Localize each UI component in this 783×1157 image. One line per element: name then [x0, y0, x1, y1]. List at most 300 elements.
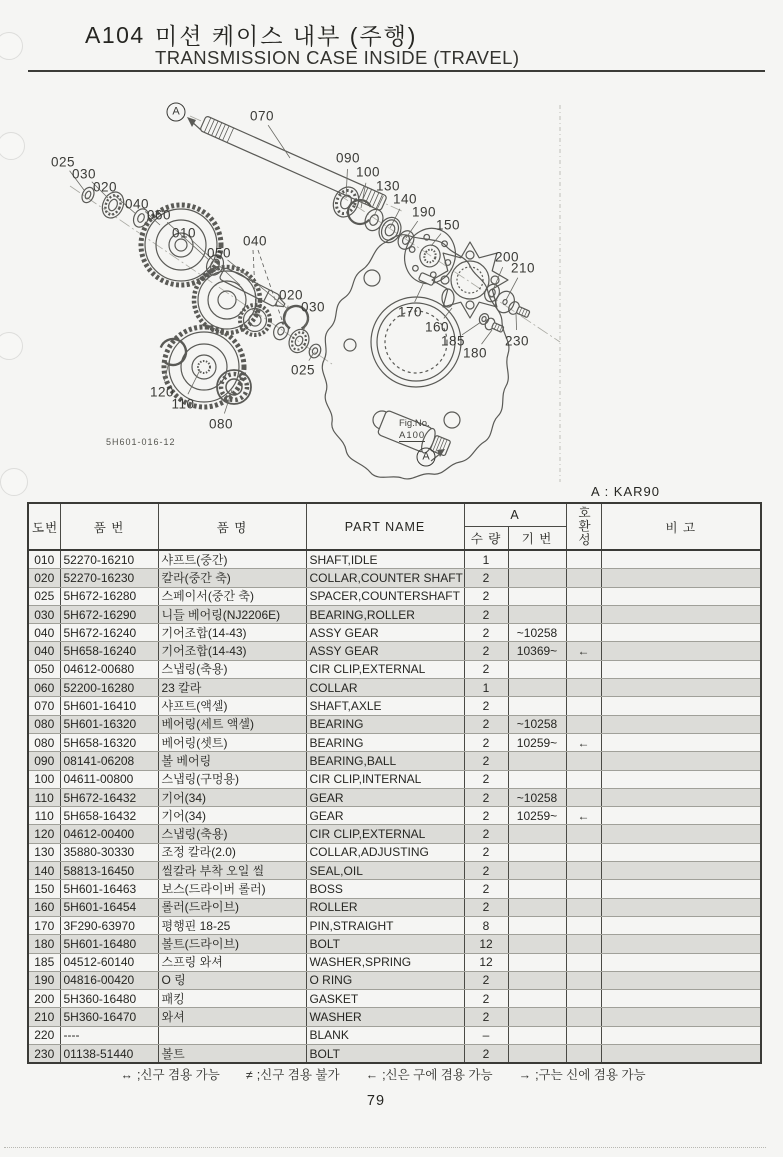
cell-qty: 2	[464, 642, 508, 660]
part-callout-140: 140	[392, 191, 418, 207]
column-header-part-no: 품 번	[60, 503, 158, 550]
cell-qty: 2	[464, 770, 508, 788]
table-row	[28, 1026, 761, 1044]
table-row	[28, 587, 761, 605]
cell-part-no: 04612-00680	[60, 660, 158, 678]
cell-remarks	[601, 569, 761, 587]
legend-symbol: ≠	[245, 1068, 253, 1082]
cell-compat	[566, 990, 601, 1008]
cell-compat	[566, 660, 601, 678]
part-callout-025: 025	[50, 154, 76, 170]
parts-table-body	[28, 550, 761, 1063]
cell-part-name: BEARING,ROLLER	[306, 605, 464, 623]
exploded-view-diagram	[0, 90, 783, 490]
model-note: A : KAR90	[591, 484, 660, 499]
cell-compat	[566, 587, 601, 605]
part-callout-120: 120	[149, 384, 175, 400]
cell-compat	[566, 788, 601, 806]
cell-name-ko: 조정 칼라(2.0)	[158, 843, 306, 861]
part-callout-060: 060	[146, 207, 172, 223]
cell-name-ko: 롤러(드라이브)	[158, 898, 306, 916]
cell-serial	[508, 770, 566, 788]
cell-name-ko: 샤프트(액셀)	[158, 697, 306, 715]
cell-serial	[508, 1045, 566, 1064]
cell-part-name: SHAFT,AXLE	[306, 697, 464, 715]
cell-no: 010	[28, 550, 60, 569]
part-callout-090: 090	[335, 150, 361, 166]
cell-qty: 2	[464, 990, 508, 1008]
cell-remarks	[601, 660, 761, 678]
cell-part-no: 5H601-16463	[60, 880, 158, 898]
cell-no: 185	[28, 953, 60, 971]
cell-compat	[566, 550, 601, 569]
cell-compat	[566, 770, 601, 788]
cell-name-ko: 칼라(중간 축)	[158, 569, 306, 587]
cell-qty: 2	[464, 788, 508, 806]
cell-part-name: BEARING,BALL	[306, 752, 464, 770]
legend-item	[120, 1068, 219, 1082]
cell-part-no: 58813-16450	[60, 862, 158, 880]
cell-compat	[566, 1045, 601, 1064]
part-callout-150: 150	[435, 217, 461, 233]
parts-table	[27, 502, 762, 1064]
cell-compat	[566, 953, 601, 971]
table-row	[28, 569, 761, 587]
part-callout-050: 050	[206, 245, 232, 261]
cell-no: 040	[28, 624, 60, 642]
cell-part-name: COLLAR,ADJUSTING	[306, 843, 464, 861]
cell-name-ko: 와셔	[158, 1008, 306, 1026]
cell-remarks	[601, 605, 761, 623]
cell-name-ko: 스냅링(축용)	[158, 825, 306, 843]
table-row	[28, 935, 761, 953]
column-header-group-a: A	[464, 503, 566, 527]
cell-name-ko: 니들 베어링(NJ2206E)	[158, 605, 306, 623]
part-callout-170: 170	[397, 304, 423, 320]
cell-qty: 2	[464, 843, 508, 861]
cell-serial	[508, 935, 566, 953]
cell-serial	[508, 916, 566, 934]
column-header-remarks: 비 고	[601, 503, 761, 550]
cell-name-ko: 볼트	[158, 1045, 306, 1064]
legend-item	[519, 1068, 646, 1082]
cell-qty: 2	[464, 1045, 508, 1064]
cell-no: 110	[28, 788, 60, 806]
table-row	[28, 642, 761, 660]
cell-part-no: 3F290-63970	[60, 916, 158, 934]
table-row	[28, 825, 761, 843]
legend	[0, 1065, 766, 1083]
cell-name-ko: 스페이서(중간 축)	[158, 587, 306, 605]
cell-serial: ~10258	[508, 624, 566, 642]
cell-part-name: SPACER,COUNTERSHAFT	[306, 587, 464, 605]
cell-name-ko: O 링	[158, 971, 306, 989]
table-row	[28, 752, 761, 770]
cell-part-no: 04512-60140	[60, 953, 158, 971]
cell-remarks	[601, 825, 761, 843]
cell-no: 230	[28, 1045, 60, 1064]
cell-part-no: 5H360-16480	[60, 990, 158, 1008]
cell-part-name: CIR CLIP,EXTERNAL	[306, 660, 464, 678]
cell-compat	[566, 898, 601, 916]
page-code: A104	[85, 22, 145, 48]
cell-name-ko: 패킹	[158, 990, 306, 1008]
cell-remarks	[601, 697, 761, 715]
cell-no: 180	[28, 935, 60, 953]
cell-serial	[508, 569, 566, 587]
part-callout-180: 180	[462, 345, 488, 361]
legend-symbol: ←	[365, 1068, 379, 1082]
page-title-korean: 미션 케이스 내부 (주행)	[155, 23, 418, 49]
cell-qty: 2	[464, 605, 508, 623]
cell-part-name: BOLT	[306, 1045, 464, 1064]
table-row	[28, 990, 761, 1008]
cell-qty: 2	[464, 569, 508, 587]
table-row	[28, 605, 761, 623]
cell-remarks	[601, 862, 761, 880]
cell-qty: 1	[464, 550, 508, 569]
cell-part-no: 5H601-16454	[60, 898, 158, 916]
cell-part-name: ROLLER	[306, 898, 464, 916]
cell-qty: 2	[464, 880, 508, 898]
cell-part-name: CIR CLIP,EXTERNAL	[306, 825, 464, 843]
table-row	[28, 679, 761, 697]
cell-serial: ~10258	[508, 788, 566, 806]
figure-reference-value: A100	[399, 429, 426, 441]
cell-compat	[566, 752, 601, 770]
cell-name-ko: 기어조합(14-43)	[158, 624, 306, 642]
header-divider	[28, 70, 765, 72]
cell-part-name: SHAFT,IDLE	[306, 550, 464, 569]
cell-part-no: 5H672-16240	[60, 624, 158, 642]
table-row	[28, 953, 761, 971]
cell-no: 220	[28, 1026, 60, 1044]
cell-part-no: ----	[60, 1026, 158, 1044]
table-row	[28, 624, 761, 642]
part-callout-025: 025	[290, 362, 316, 378]
diagram-artwork	[0, 90, 783, 490]
cell-remarks	[601, 1045, 761, 1064]
cell-remarks	[601, 715, 761, 733]
cell-serial	[508, 971, 566, 989]
cell-part-no: 01138-51440	[60, 1045, 158, 1064]
cell-remarks	[601, 642, 761, 660]
cell-no: 080	[28, 733, 60, 751]
cell-serial: 10259~	[508, 733, 566, 751]
cell-qty: 1	[464, 679, 508, 697]
cell-part-no: 04816-00420	[60, 971, 158, 989]
table-row	[28, 862, 761, 880]
cell-no: 090	[28, 752, 60, 770]
cell-name-ko: 스냅링(축용)	[158, 660, 306, 678]
cell-remarks	[601, 624, 761, 642]
cell-qty: 2	[464, 715, 508, 733]
cell-compat	[566, 935, 601, 953]
cell-no: 120	[28, 825, 60, 843]
cell-remarks	[601, 971, 761, 989]
cell-no: 110	[28, 807, 60, 825]
cell-compat	[566, 605, 601, 623]
cell-no: 040	[28, 642, 60, 660]
cell-part-no: 5H601-16480	[60, 935, 158, 953]
table-row	[28, 843, 761, 861]
part-callout-040: 040	[242, 233, 268, 249]
cell-part-no: 5H658-16320	[60, 733, 158, 751]
legend-text: ;신은 구에 겸용 가능	[382, 1068, 493, 1082]
cell-part-name: CIR CLIP,INTERNAL	[306, 770, 464, 788]
column-header-compat: 호환성	[566, 503, 601, 550]
cell-serial	[508, 550, 566, 569]
cell-serial	[508, 825, 566, 843]
part-callout-030: 030	[300, 299, 326, 315]
cell-no: 170	[28, 916, 60, 934]
cell-part-name: GEAR	[306, 807, 464, 825]
cell-remarks	[601, 807, 761, 825]
legend-item	[366, 1068, 493, 1082]
cell-part-name: BOSS	[306, 880, 464, 898]
cell-compat	[566, 971, 601, 989]
column-header-name-ko: 품 명	[158, 503, 306, 550]
cell-compat: ←	[566, 733, 601, 751]
table-row	[28, 1045, 761, 1064]
cell-part-name: ASSY GEAR	[306, 642, 464, 660]
cell-no: 070	[28, 697, 60, 715]
cell-part-no: 08141-06208	[60, 752, 158, 770]
cell-part-name: BLANK	[306, 1026, 464, 1044]
figure-reference	[399, 418, 430, 442]
cell-remarks	[601, 550, 761, 569]
cell-serial: 10369~	[508, 642, 566, 660]
cell-name-ko: 기어조합(14-43)	[158, 642, 306, 660]
part-callout-010: 010	[171, 225, 197, 241]
cell-name-ko: 보스(드라이버 롤러)	[158, 880, 306, 898]
cell-remarks	[601, 916, 761, 934]
cell-compat	[566, 1026, 601, 1044]
cell-qty: 2	[464, 825, 508, 843]
cell-remarks	[601, 935, 761, 953]
cell-part-no: 35880-30330	[60, 843, 158, 861]
cell-no: 210	[28, 1008, 60, 1026]
cell-serial	[508, 752, 566, 770]
part-callout-190: 190	[411, 204, 437, 220]
part-callout-185: 185	[440, 333, 466, 349]
cell-compat	[566, 569, 601, 587]
cell-name-ko: 평행핀 18-25	[158, 916, 306, 934]
cell-no: 150	[28, 880, 60, 898]
cell-remarks	[601, 1026, 761, 1044]
cell-no: 140	[28, 862, 60, 880]
cell-part-no: 5H672-16290	[60, 605, 158, 623]
cell-name-ko: 23 칼라	[158, 679, 306, 697]
legend-text: ;구는 신에 겸용 가능	[535, 1068, 646, 1082]
cell-part-no: 52270-16210	[60, 550, 158, 569]
table-row	[28, 788, 761, 806]
part-callout-100: 100	[355, 164, 381, 180]
cell-remarks	[601, 752, 761, 770]
cell-part-no: 52200-16280	[60, 679, 158, 697]
cell-part-no: 5H672-16432	[60, 788, 158, 806]
cell-compat: ←	[566, 642, 601, 660]
cell-compat	[566, 697, 601, 715]
cell-name-ko	[158, 1026, 306, 1044]
table-row	[28, 916, 761, 934]
cell-part-name: O RING	[306, 971, 464, 989]
table-row	[28, 550, 761, 569]
cell-part-no: 5H601-16410	[60, 697, 158, 715]
table-row	[28, 770, 761, 788]
cell-remarks	[601, 1008, 761, 1026]
cell-serial	[508, 679, 566, 697]
cell-serial: 10259~	[508, 807, 566, 825]
cell-name-ko: 스냅링(구멍용)	[158, 770, 306, 788]
cell-remarks	[601, 733, 761, 751]
legend-text: ;신구 겸용 불가	[256, 1068, 340, 1082]
cell-remarks	[601, 770, 761, 788]
table-row	[28, 697, 761, 715]
legend-text: ;신구 겸용 가능	[136, 1068, 220, 1082]
table-row	[28, 898, 761, 916]
cell-qty: 12	[464, 953, 508, 971]
cell-compat	[566, 843, 601, 861]
drawing-code: 5H601-016-12	[106, 437, 176, 447]
cell-part-no: 5H601-16320	[60, 715, 158, 733]
section-marker-a: A	[417, 448, 436, 467]
cell-serial	[508, 990, 566, 1008]
legend-item	[246, 1068, 340, 1082]
cell-serial	[508, 605, 566, 623]
part-callout-020: 020	[92, 179, 118, 195]
cell-no: 190	[28, 971, 60, 989]
cell-name-ko: 샤프트(중간)	[158, 550, 306, 569]
column-header-qty: 수 량	[464, 527, 508, 551]
cell-serial	[508, 660, 566, 678]
part-callout-230: 230	[504, 333, 530, 349]
cell-part-name: COLLAR,COUNTER SHAFT	[306, 569, 464, 587]
cell-serial	[508, 880, 566, 898]
part-callout-110: 110	[171, 396, 195, 412]
table-row	[28, 807, 761, 825]
cell-serial	[508, 587, 566, 605]
figure-reference-label: Fig.No.	[399, 418, 430, 429]
cell-part-no: 5H672-16280	[60, 587, 158, 605]
cell-serial	[508, 843, 566, 861]
cell-no: 200	[28, 990, 60, 1008]
cell-serial	[508, 898, 566, 916]
cell-remarks	[601, 587, 761, 605]
cell-compat	[566, 679, 601, 697]
table-row	[28, 733, 761, 751]
cell-part-name: GASKET	[306, 990, 464, 1008]
column-header-part-name: PART NAME	[306, 503, 464, 550]
cell-name-ko: 베어링(세트 액셀)	[158, 715, 306, 733]
cell-part-no: 52270-16230	[60, 569, 158, 587]
cell-part-name: WASHER	[306, 1008, 464, 1026]
cell-qty: 2	[464, 660, 508, 678]
cell-no: 020	[28, 569, 60, 587]
cell-name-ko: 스프링 와셔	[158, 953, 306, 971]
cell-name-ko: 볼 베어링	[158, 752, 306, 770]
cell-remarks	[601, 679, 761, 697]
cell-qty: 12	[464, 935, 508, 953]
cell-qty: 2	[464, 624, 508, 642]
cell-compat	[566, 916, 601, 934]
cell-part-name: GEAR	[306, 788, 464, 806]
cell-serial: ~10258	[508, 715, 566, 733]
cell-part-name: BEARING	[306, 715, 464, 733]
cell-name-ko: 기어(34)	[158, 788, 306, 806]
cell-qty: 2	[464, 971, 508, 989]
cell-no: 060	[28, 679, 60, 697]
part-callout-070: 070	[249, 108, 275, 124]
binder-hole	[0, 32, 23, 60]
cell-qty: 8	[464, 916, 508, 934]
cell-compat	[566, 825, 601, 843]
cell-remarks	[601, 880, 761, 898]
cell-qty: 2	[464, 807, 508, 825]
cell-compat	[566, 1008, 601, 1026]
scan-edge-line	[4, 1147, 766, 1148]
table-row	[28, 880, 761, 898]
part-callout-160: 160	[424, 319, 450, 335]
cell-part-name: BEARING	[306, 733, 464, 751]
part-callout-020: 020	[278, 287, 304, 303]
table-row	[28, 971, 761, 989]
table-row	[28, 715, 761, 733]
cell-part-no: 5H658-16432	[60, 807, 158, 825]
section-marker-a: A	[167, 103, 186, 122]
part-callout-080: 080	[208, 416, 234, 432]
cell-name-ko: 볼트(드라이브)	[158, 935, 306, 953]
cell-no: 025	[28, 587, 60, 605]
cell-qty: 2	[464, 752, 508, 770]
cell-part-no: 04611-00800	[60, 770, 158, 788]
cell-serial	[508, 862, 566, 880]
cell-compat	[566, 880, 601, 898]
cell-no: 100	[28, 770, 60, 788]
cell-qty: 2	[464, 862, 508, 880]
cell-serial	[508, 953, 566, 971]
cell-name-ko: 씰칼라 부착 오일 씰	[158, 862, 306, 880]
part-callout-040: 040	[124, 196, 150, 212]
cell-serial	[508, 1008, 566, 1026]
page-title-english: TRANSMISSION CASE INSIDE (TRAVEL)	[155, 47, 520, 68]
cell-qty: 2	[464, 733, 508, 751]
part-callout-200: 200	[494, 249, 520, 265]
cell-part-name: PIN,STRAIGHT	[306, 916, 464, 934]
cell-part-name: SEAL,OIL	[306, 862, 464, 880]
part-callout-130: 130	[375, 178, 401, 194]
cell-part-name: WASHER,SPRING	[306, 953, 464, 971]
cell-qty: 2	[464, 697, 508, 715]
column-header-serial: 기 번	[508, 527, 566, 551]
cell-compat	[566, 624, 601, 642]
cell-compat	[566, 715, 601, 733]
part-callout-030: 030	[71, 166, 97, 182]
cell-no: 030	[28, 605, 60, 623]
cell-qty: 2	[464, 898, 508, 916]
cell-no: 160	[28, 898, 60, 916]
cell-qty: 2	[464, 587, 508, 605]
cell-part-no: 5H360-16470	[60, 1008, 158, 1026]
cell-serial	[508, 697, 566, 715]
cell-name-ko: 베어링(셋트)	[158, 733, 306, 751]
cell-qty: –	[464, 1026, 508, 1044]
cell-remarks	[601, 788, 761, 806]
parts-table-header	[28, 503, 761, 550]
cell-qty: 2	[464, 1008, 508, 1026]
cell-part-no: 04612-00400	[60, 825, 158, 843]
cell-name-ko: 기어(34)	[158, 807, 306, 825]
